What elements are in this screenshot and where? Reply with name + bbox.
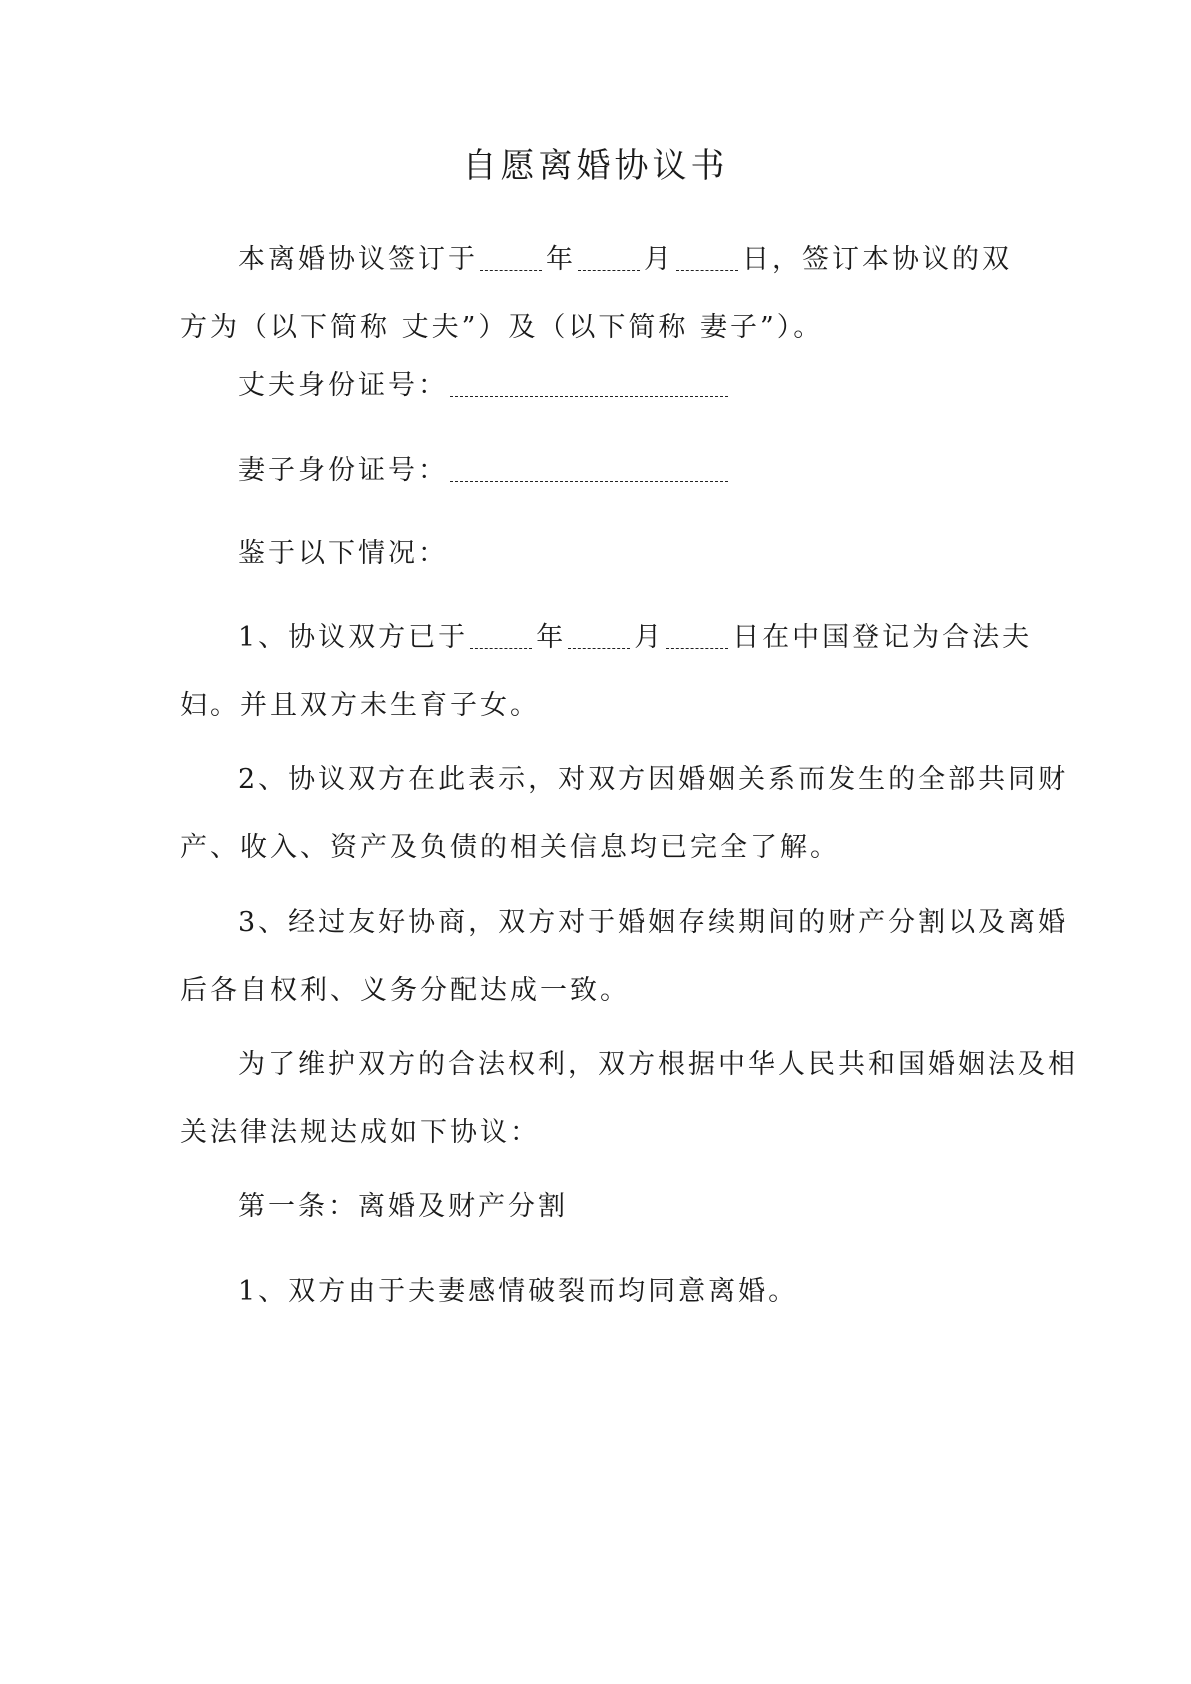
purpose-line-2: 关法律法规达成如下协议：	[180, 1117, 540, 1148]
article-1-item-1-line	[180, 1258, 1020, 1326]
sign-year-label: 年	[546, 244, 576, 275]
husband-id-label: 丈夫身份证号：	[238, 370, 448, 401]
wife-id-label: 妻子身份证号：	[238, 455, 448, 486]
wife-id-line	[180, 437, 1020, 505]
item-1-paragraph	[180, 604, 1033, 740]
item-3-line-2: 后各自权利、义务分配达成一致。	[180, 975, 630, 1006]
whereas-heading: 鉴于以下情况：	[238, 538, 448, 569]
whereas-heading-line	[180, 520, 1020, 588]
intro-suffix: 日，签订本协议的双	[742, 244, 1012, 275]
sign-month-label: 月	[644, 244, 674, 275]
registration-day-blank	[666, 628, 728, 649]
item-1-line-2: 妇。并且双方未生育子女。	[180, 690, 540, 721]
intro-paragraph	[180, 226, 1020, 362]
item-2-paragraph	[180, 746, 1069, 882]
registration-month-blank	[568, 628, 630, 649]
item-1-prefix: 1、协议双方已于	[238, 622, 469, 653]
purpose-line-1: 为了维护双方的合法权利，双方根据中华人民共和国婚姻法及相	[238, 1049, 1078, 1080]
item-3-line-1: 3、经过友好协商，双方对于婚姻存续期间的财产分割以及离婚	[238, 907, 1069, 938]
husband-id-blank	[450, 376, 728, 397]
item-3-paragraph	[180, 889, 1069, 1025]
sign-day-blank	[676, 250, 738, 271]
sign-year-blank	[480, 250, 542, 271]
article-1-heading: 第一条：离婚及财产分割	[238, 1191, 568, 1222]
item-2-line-1: 2、协议双方在此表示，对双方因婚姻关系而发生的全部共同财	[238, 764, 1069, 795]
wife-id-blank	[450, 461, 728, 482]
registration-month-label: 月	[634, 622, 665, 653]
intro-line-2: 方为（以下简称 丈夫”）及（以下简称 妻子”）。	[180, 312, 824, 343]
registration-year-label: 年	[536, 622, 567, 653]
item-1-line-1	[180, 604, 1033, 672]
article-1-item-1: 1、双方由于夫妻感情破裂而均同意离婚。	[238, 1276, 799, 1307]
intro-line-1	[180, 226, 1020, 294]
document-title: 自愿离婚协议书	[462, 146, 729, 186]
item-1-suffix: 日在中国登记为合法夫	[732, 622, 1033, 653]
item-2-line-2: 产、收入、资产及负债的相关信息均已完全了解。	[180, 832, 840, 863]
article-1-heading-line	[180, 1173, 1020, 1241]
purpose-paragraph	[180, 1031, 1078, 1167]
registration-year-blank	[470, 628, 532, 649]
sign-month-blank	[578, 250, 640, 271]
husband-id-line	[180, 352, 1020, 420]
intro-prefix: 本离婚协议签订于	[238, 244, 478, 275]
